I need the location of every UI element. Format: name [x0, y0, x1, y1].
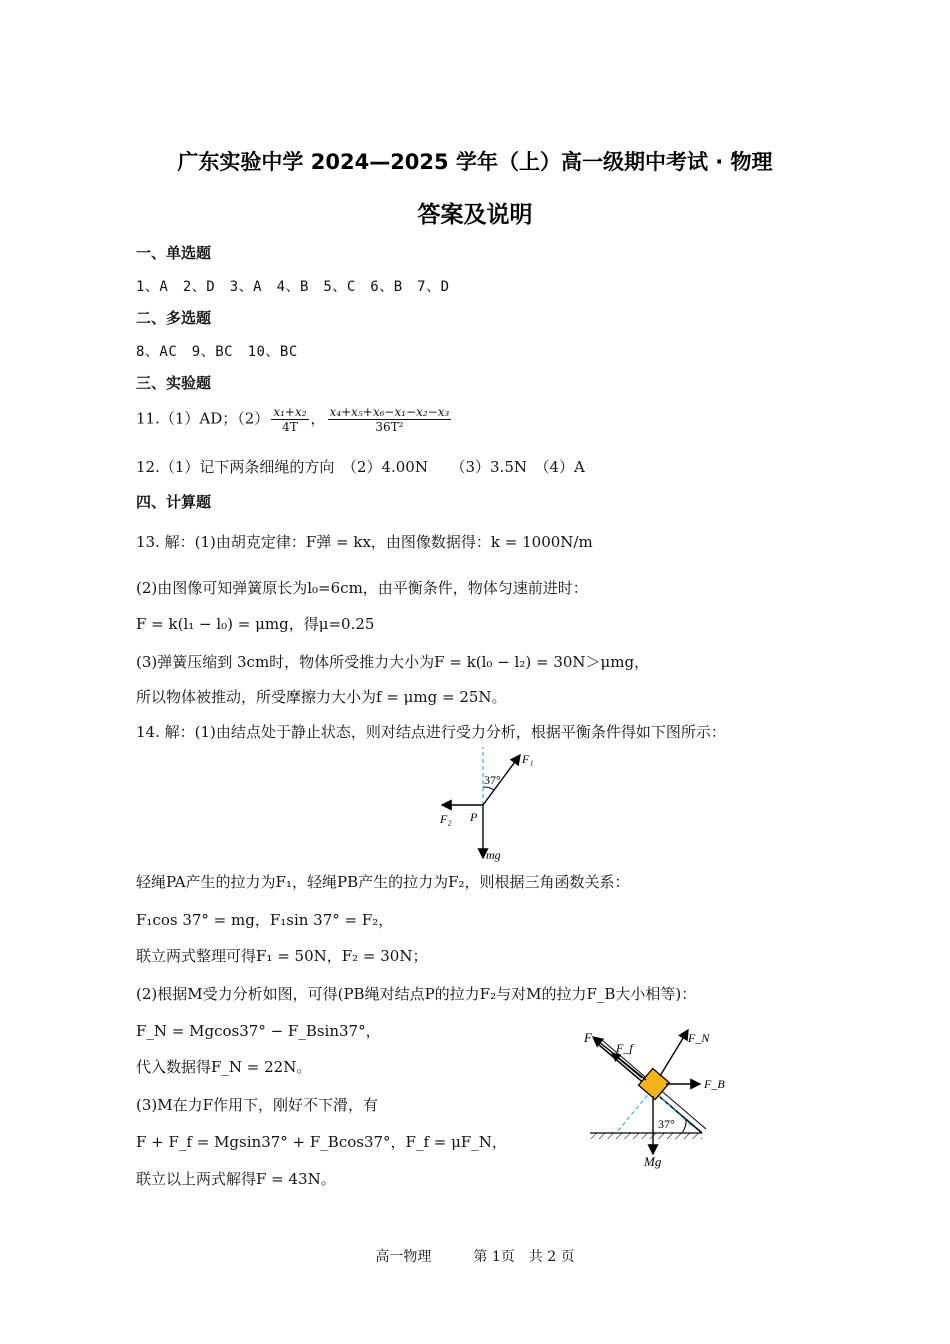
- section-experiment: 三、实验题: [136, 374, 212, 392]
- q14-line-6: F_N = Mgcos37° − F_Bsin37°，: [136, 1022, 381, 1040]
- normal-reference-line: [616, 1090, 652, 1133]
- block-m: [638, 1068, 669, 1099]
- q13-line-3: F = k(l₁ − l₀) = μmg，得μ=0.25: [136, 615, 375, 633]
- q11-fraction-2: [328, 405, 452, 434]
- angle-label: 37°: [484, 773, 501, 787]
- q13-line-1: 13. 解：(1)由胡克定律：F弹 = kx，由图像数据得：k = 1000N/m: [136, 533, 593, 551]
- incline-angle-label: 37°: [658, 1117, 675, 1131]
- ground-hatch: [590, 1133, 702, 1139]
- q14-line-8: (3)M在力F作用下，刚好不下滑，有: [136, 1096, 379, 1114]
- q13-line-4: (3)弹簧压缩到 3cm时，物体所受推力大小为F = k(l₀ − l₂) = 30N＞μmg，: [136, 653, 650, 671]
- section-multi-choice: 二、多选题: [136, 309, 212, 327]
- normal-force-arrow: [660, 1030, 688, 1076]
- q11-prefix: 11.（1）AD；（2）: [136, 409, 270, 428]
- page-subtitle: 答案及说明: [417, 202, 533, 228]
- q14-line-10: 联立以上两式解得F = 43N。: [136, 1170, 336, 1188]
- q14-line-9: F + F_f = Mgsin37° + F_Bcos37°，F_f = μF_N，: [136, 1133, 507, 1151]
- q14-line-3: F₁cos 37° = mg，F₁sin 37° = F₂，: [136, 911, 394, 929]
- q11-frac1-num: x₁+x₂: [273, 405, 307, 419]
- f2-label: F₂: [440, 812, 452, 826]
- fb-label: F_B: [704, 1077, 725, 1091]
- q14-line-2: 轻绳PA产生的拉力为F₁，轻绳PB产生的拉力为F₂，则根据三角函数关系：: [136, 873, 630, 891]
- point-p-label: P: [470, 810, 478, 824]
- q11-sep: ，: [310, 409, 326, 428]
- q13-line-5: 所以物体被推动，所受摩擦力大小为f = μmg = 25N。: [136, 688, 507, 706]
- section-single-choice: 一、单选题: [136, 244, 212, 262]
- incline-angle-arc: [682, 1119, 686, 1133]
- force-f-label: F: [584, 1030, 592, 1045]
- f1-label: F₁: [522, 752, 534, 766]
- friction-arrow: [612, 1053, 642, 1078]
- q11-frac2-num: x₄+x₅+x₆−x₁−x₂−x₃: [329, 405, 450, 419]
- q12-answer: 12.（1）记下两条细绳的方向 （2）4.00N （3）3.5N （4）A: [136, 458, 585, 476]
- single-choice-answers: 1、A 2、D 3、A 4、B 5、C 6、B 7、D: [136, 279, 450, 295]
- q14-line-1: 14. 解：(1)由结点处于静止状态，则对结点进行受力分析，根据平衡条件得如下图所示：: [136, 723, 726, 741]
- normal-force-label: F_N: [688, 1031, 710, 1045]
- gravity-label: Mg: [644, 1154, 662, 1169]
- page-title: 广东实验中学 2024—2025 学年（上）高一级期中考试 · 物理: [177, 150, 773, 174]
- q14-line-4: 联立两式整理可得F₁ = 50N，F₂ = 30N；: [136, 947, 428, 965]
- q13-line-2: (2)由图像可知弹簧原长为l₀=6cm，由平衡条件，物体匀速前进时：: [136, 579, 588, 597]
- knot-force-diagram: [430, 745, 540, 865]
- mg-label: mg: [486, 848, 501, 862]
- section-calculation: 四、计算题: [136, 493, 212, 511]
- q11-frac2-den: 36T²: [375, 420, 404, 434]
- q11-frac1-den: 4T: [282, 420, 298, 434]
- q14-line-7: 代入数据得F_N = 22N。: [136, 1058, 312, 1076]
- q11-answer: [136, 405, 453, 434]
- friction-label: F_f: [616, 1041, 633, 1055]
- q11-fraction-1: [271, 405, 308, 434]
- angle-arc: [483, 787, 494, 790]
- page-footer: 高一物理 第 1页 共 2 页: [375, 1249, 575, 1265]
- multi-choice-answers: 8、AC 9、BC 10、BC: [136, 344, 298, 360]
- incline-force-diagram: [580, 1022, 730, 1172]
- q14-line-5: (2)根据M受力分析如图，可得(PB绳对结点P的拉力F₂与对M的拉力F_B大小相等)：: [136, 985, 697, 1003]
